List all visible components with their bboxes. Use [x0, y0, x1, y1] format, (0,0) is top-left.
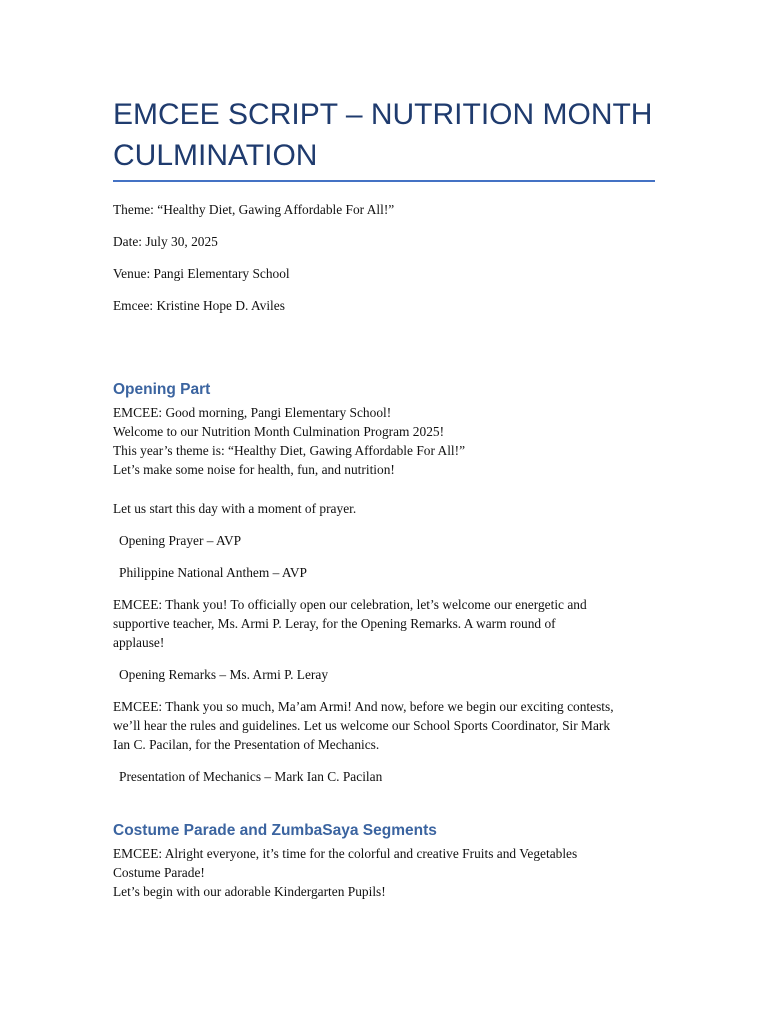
costume-line: Let’s begin with our adorable Kindergarten Pupils! — [113, 884, 386, 899]
emcee-line: Emcee: Kristine Hope D. Aviles — [113, 298, 285, 313]
program-item: Opening Remarks – Ms. Armi P. Leray — [119, 667, 329, 682]
theme-line: Theme: “Healthy Diet, Gawing Affordable For All!” — [113, 202, 395, 217]
costume-line: Costume Parade! — [113, 865, 205, 880]
remarks-intro-line: applause! — [113, 635, 165, 650]
remarks-intro-line: EMCEE: Thank you! To officially open our celebration, let’s welcome our energetic and — [113, 597, 587, 612]
section-heading-opening: Opening Part — [113, 381, 211, 398]
mechanics-intro-line: EMCEE: Thank you so much, Ma’am Armi! And now, before we begin our exciting contests, — [113, 699, 614, 714]
mechanics-intro-line: we’ll hear the rules and guidelines. Let us welcome our School Sports Coordinator, Sir Mark — [113, 718, 611, 733]
remarks-intro-line: supportive teacher, Ms. Armi P. Leray, for the Opening Remarks. A warm round of — [113, 616, 556, 631]
mechanics-intro-line: Ian C. Pacilan, for the Presentation of Mechanics. — [113, 737, 380, 752]
section-heading-costume: Costume Parade and ZumbaSaya Segments — [113, 822, 437, 839]
page-title: EMCEE SCRIPT – NUTRITION MONTH CULMINATION — [113, 98, 653, 172]
program-item: Opening Prayer – AVP — [119, 533, 242, 548]
greeting-line: Let’s make some noise for health, fun, and nutrition! — [113, 462, 395, 477]
greeting-line: This year’s theme is: “Healthy Diet, Gawing Affordable For All!” — [113, 443, 466, 458]
title-divider — [113, 180, 655, 182]
costume-line: EMCEE: Alright everyone, it’s time for the colorful and creative Fruits and Vegetables — [113, 846, 578, 861]
program-item: Philippine National Anthem – AVP — [119, 565, 307, 580]
venue-line: Venue: Pangi Elementary School — [113, 266, 290, 281]
date-line: Date: July 30, 2025 — [113, 234, 218, 249]
program-item: Presentation of Mechanics – Mark Ian C. Pacilan — [119, 769, 383, 784]
greeting-line: EMCEE: Good morning, Pangi Elementary School! — [113, 405, 392, 420]
greeting-line: Welcome to our Nutrition Month Culmination Program 2025! — [113, 424, 445, 439]
prayer-intro-line: Let us start this day with a moment of prayer. — [113, 501, 357, 516]
